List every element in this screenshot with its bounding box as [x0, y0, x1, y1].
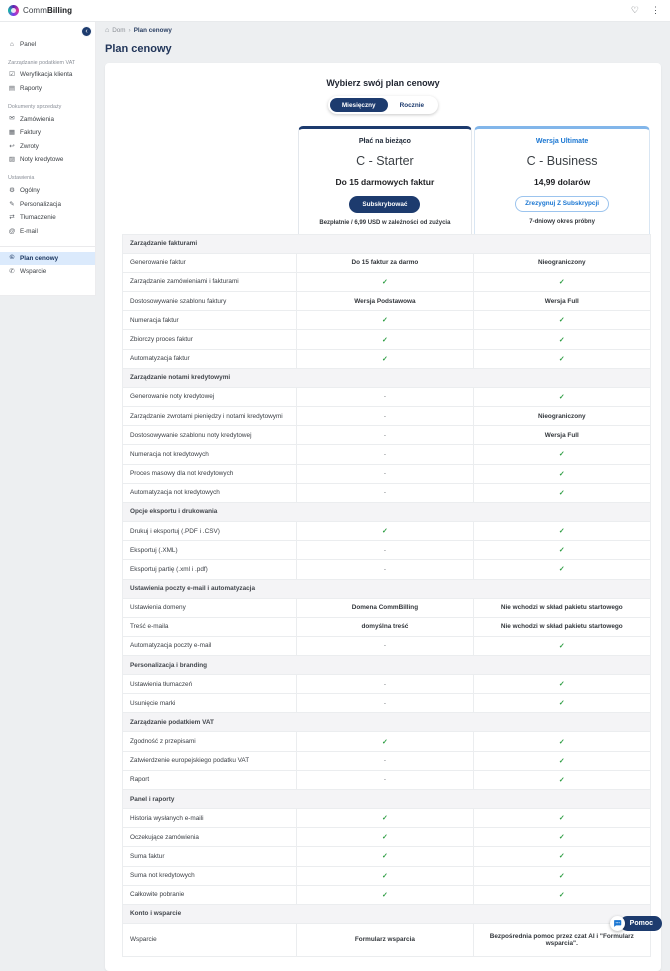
feature-label: Suma not kredytowych — [123, 866, 297, 885]
feature-label: Wsparcie — [123, 923, 297, 956]
sidebar-item-zwroty[interactable] — [0, 140, 95, 154]
table-row — [123, 828, 651, 847]
billing-toggle-wrap — [105, 96, 661, 114]
table-row — [123, 560, 651, 579]
feature-label: Automatyzacja poczty e-mail — [123, 636, 297, 655]
business-value: Wersja Full — [473, 292, 650, 311]
sidebar-item-label: E-mail — [20, 227, 38, 235]
table-section-row — [123, 234, 651, 253]
table-section-row — [123, 790, 651, 809]
sidebar-item-label: Zamówienia — [20, 115, 54, 123]
business-value-check-icon: ✓ — [473, 387, 650, 406]
sidebar-item-label: Personalizacja — [20, 200, 61, 208]
business-value: Nieograniczony — [473, 253, 650, 272]
starter-value-check-icon: ✓ — [297, 809, 473, 828]
feature-label: Numeracja faktur — [123, 311, 297, 330]
feature-label: Oczekujące zamówienia — [123, 828, 297, 847]
personalization-icon: ✎ — [9, 200, 15, 208]
table-row — [123, 464, 651, 483]
starter-value: - — [297, 751, 473, 770]
starter-value: - — [297, 694, 473, 713]
table-row — [123, 445, 651, 464]
business-value-check-icon: ✓ — [473, 483, 650, 502]
table-row — [123, 330, 651, 349]
feature-label: Eksportuj (.XML) — [123, 541, 297, 560]
credit-notes-icon: ▨ — [8, 156, 16, 164]
table-section-header: Ustawienia poczty e-mail i automatyzacja — [123, 579, 651, 598]
table-section-header: Zarządzanie fakturami — [123, 234, 651, 253]
help-button-label: Pomoc — [620, 916, 662, 931]
business-value-check-icon: ✓ — [473, 521, 650, 540]
pricing-plan-card — [105, 63, 661, 971]
feature-label: Generowanie faktur — [123, 253, 297, 272]
sidebar-collapse-button[interactable]: ‹ — [81, 26, 92, 37]
table-row — [123, 272, 651, 291]
feature-label: Numeracja not kredytowych — [123, 445, 297, 464]
table-section-row — [123, 904, 651, 923]
feature-label: Ustawienia tłumaczeń — [123, 675, 297, 694]
kebab-menu-icon[interactable]: ⋮ — [651, 5, 660, 15]
table-section-header: Opcje eksportu i drukowania — [123, 502, 651, 521]
sidebar-item-label: Noty kredytowe — [20, 156, 64, 164]
business-value-check-icon: ✓ — [473, 828, 650, 847]
table-row — [123, 617, 651, 636]
business-value-check-icon: ✓ — [473, 694, 650, 713]
business-value-check-icon: ✓ — [473, 464, 650, 483]
table-row — [123, 349, 651, 368]
sidebar-item-label: Zwroty — [20, 142, 39, 150]
main-content — [96, 22, 670, 971]
starter-value: domyślna treść — [297, 617, 473, 636]
reports-icon: ▤ — [8, 84, 16, 92]
table-row — [123, 675, 651, 694]
sidebar-divider — [0, 246, 95, 247]
feature-label: Usunięcie marki — [123, 694, 297, 713]
sidebar-item-raporty[interactable] — [0, 82, 95, 96]
starter-value-check-icon: ✓ — [297, 885, 473, 904]
starter-value: - — [297, 464, 473, 483]
plan-business-name: C - Business — [526, 154, 598, 169]
orders-icon: ✉ — [9, 115, 15, 123]
starter-value-check-icon: ✓ — [297, 311, 473, 330]
sidebar-item-weryfikacja-klienta[interactable] — [0, 69, 95, 83]
commbilling-logo-icon — [8, 5, 19, 16]
plan-card-starter — [298, 126, 473, 234]
business-value-check-icon: ✓ — [473, 885, 650, 904]
home-icon: ⌂ — [10, 40, 14, 48]
starter-value: - — [297, 387, 473, 406]
sidebar-item-noty-kredytowe[interactable] — [0, 154, 95, 168]
table-row — [123, 885, 651, 904]
sidebar-item-label: Raporty — [20, 84, 43, 92]
toggle-monthly-button[interactable]: Miesięczny — [330, 98, 388, 112]
email-icon: @ — [8, 227, 16, 235]
table-row — [123, 253, 651, 272]
sidebar-item-label: Faktury — [20, 129, 41, 137]
table-row — [123, 847, 651, 866]
starter-value-check-icon: ✓ — [297, 828, 473, 847]
plan-starter-footnote: Bezpłatnie / 6,99 USD w zależności od zużycia — [319, 219, 451, 226]
starter-value: - — [297, 445, 473, 464]
table-row — [123, 292, 651, 311]
starter-value-check-icon: ✓ — [297, 272, 473, 291]
business-value-check-icon: ✓ — [473, 349, 650, 368]
favorites-heart-icon[interactable]: ♡ — [630, 5, 639, 15]
sidebar-item-e-mail[interactable] — [0, 225, 95, 239]
choose-plan-title: Wybierz swój plan cenowy — [326, 78, 440, 88]
sidebar-item-label: Ogólny — [20, 187, 40, 195]
table-row — [123, 770, 651, 789]
pricing-icon: © — [9, 254, 15, 262]
home-icon: ⌂ — [105, 27, 110, 34]
table-row — [123, 311, 651, 330]
sidebar-item-label: Wsparcie — [20, 268, 47, 276]
sidebar-item-label: Plan cenowy — [20, 254, 59, 262]
sidebar-item-panel[interactable] — [0, 38, 95, 52]
starter-value: - — [297, 636, 473, 655]
business-value: Bezpośrednia pomoc przez czat AI i "Formularz wsparcia". — [473, 923, 650, 956]
feature-label: Suma faktur — [123, 847, 297, 866]
page-title: Plan cenowy — [105, 43, 172, 55]
breadcrumb-home[interactable]: Dom — [112, 27, 126, 34]
table-row — [123, 866, 651, 885]
business-value-check-icon: ✓ — [473, 809, 650, 828]
topbar-actions — [631, 6, 660, 15]
plan-card-business — [474, 126, 650, 234]
table-row — [123, 732, 651, 751]
sidebar-item-personalizacja[interactable] — [0, 198, 95, 212]
starter-value-check-icon: ✓ — [297, 330, 473, 349]
table-section-row — [123, 368, 651, 387]
table-section-header: Zarządzanie notami kredytowymi — [123, 368, 651, 387]
table-section-header: Zarządzanie podatkiem VAT — [123, 713, 651, 732]
table-section-header: Personalizacja i branding — [123, 656, 651, 675]
business-value-check-icon: ✓ — [473, 847, 650, 866]
billing-period-toggle — [328, 96, 438, 114]
feature-label: Historia wysłanych e-maili — [123, 809, 297, 828]
breadcrumb-current: Plan cenowy — [133, 27, 172, 34]
feature-label: Eksportuj partię (.xml i .pdf) — [123, 560, 297, 579]
starter-value-check-icon: ✓ — [297, 847, 473, 866]
table-section-row — [123, 656, 651, 675]
general-settings-icon: ⚙ — [9, 186, 15, 194]
breadcrumb-separator: › — [128, 27, 131, 34]
feature-label: Dostosowywanie szablonu faktury — [123, 292, 297, 311]
starter-value-check-icon: ✓ — [297, 521, 473, 540]
feature-label: Generowanie noty kredytowej — [123, 387, 297, 406]
feature-label: Drukuj i eksportuj (.PDF i .CSV) — [123, 521, 297, 540]
business-value-check-icon: ✓ — [473, 541, 650, 560]
sidebar-section-label: Ustawienia — [8, 175, 35, 182]
sidebar-item-faktury[interactable] — [0, 126, 95, 140]
help-button[interactable] — [610, 916, 662, 931]
returns-icon: ↩ — [9, 142, 15, 150]
plan-headers-row — [122, 126, 651, 234]
business-value-check-icon: ✓ — [473, 751, 650, 770]
table-section-row — [123, 579, 651, 598]
translation-icon: ⇄ — [9, 214, 15, 222]
table-row — [123, 541, 651, 560]
table-row — [123, 636, 651, 655]
feature-label: Zgodność z przepisami — [123, 732, 297, 751]
business-value-check-icon: ✓ — [473, 636, 650, 655]
feature-label: Dostosowywanie szablonu noty kredytowej — [123, 426, 297, 445]
cancel-subscription-button[interactable]: Zrezygnuj Z Subskrypcji — [515, 196, 609, 212]
table-row — [123, 809, 651, 828]
feature-label: Automatyzacja faktur — [123, 349, 297, 368]
business-value-check-icon: ✓ — [473, 311, 650, 330]
sidebar-item-ogólny[interactable] — [0, 184, 95, 198]
feature-label: Całkowite pobranie — [123, 885, 297, 904]
brand-name: CommBilling — [23, 6, 73, 15]
starter-value: - — [297, 407, 473, 426]
business-value-check-icon: ✓ — [473, 272, 650, 291]
starter-value: - — [297, 426, 473, 445]
business-value: Nie wchodzi w skład pakietu startowego — [473, 598, 650, 617]
feature-label: Zatwierdzenie europejskiego podatku VAT — [123, 751, 297, 770]
plan-starter-price: Do 15 darmowych faktur — [335, 177, 435, 188]
table-row — [123, 751, 651, 770]
business-value-check-icon: ✓ — [473, 560, 650, 579]
table-row — [123, 407, 651, 426]
feature-label: Automatyzacja not kredytowych — [123, 483, 297, 502]
feature-label: Treść e-maila — [123, 617, 297, 636]
sidebar-item-wsparcie[interactable] — [0, 265, 95, 279]
starter-value-check-icon: ✓ — [297, 866, 473, 885]
feature-label: Zarządzanie zwrotami pieniędzy i notami kredytowymi — [123, 407, 297, 426]
comparison-table — [122, 234, 651, 957]
sidebar-section-label: Zarządzanie podatkiem VAT — [8, 59, 76, 66]
support-icon: ✆ — [9, 268, 15, 276]
starter-value: Do 15 faktur za darmo — [297, 253, 473, 272]
sidebar-section-label: Dokumenty sprzedaży — [8, 103, 62, 110]
breadcrumb — [105, 27, 661, 34]
business-value: Nieograniczony — [473, 407, 650, 426]
starter-value: - — [297, 675, 473, 694]
sidebar-item-tłumaczenie[interactable] — [0, 212, 95, 226]
business-value-check-icon: ✓ — [473, 445, 650, 464]
table-section-row — [123, 502, 651, 521]
starter-value-check-icon: ✓ — [297, 349, 473, 368]
starter-value: Wersja Podstawowa — [297, 292, 473, 311]
chat-bubble-icon — [610, 916, 625, 931]
sidebar-item-zamówienia[interactable] — [0, 113, 95, 127]
feature-label: Raport — [123, 770, 297, 789]
customer-verification-icon: ☑ — [9, 71, 15, 79]
business-value-check-icon: ✓ — [473, 866, 650, 885]
feature-label: Zarządzanie zamówieniami i fakturami — [123, 272, 297, 291]
business-value: Wersja Full — [473, 426, 650, 445]
starter-value: - — [297, 560, 473, 579]
table-row — [123, 483, 651, 502]
top-bar — [0, 0, 670, 22]
business-value-check-icon: ✓ — [473, 330, 650, 349]
table-section-header: Konto i wsparcie — [123, 904, 651, 923]
business-value-check-icon: ✓ — [473, 675, 650, 694]
table-row — [123, 426, 651, 445]
plan-starter-tagline: Płać na bieżąco — [358, 138, 411, 146]
feature-label: Ustawienia domeny — [123, 598, 297, 617]
plan-business-tagline: Wersja Ultimate — [535, 138, 589, 146]
plan-business-price: 14,99 dolarów — [533, 177, 591, 188]
plan-header-spacer — [122, 126, 297, 234]
brand-logo[interactable] — [8, 5, 72, 16]
business-value-check-icon: ✓ — [473, 732, 650, 751]
plans-and-table-zone — [122, 126, 651, 957]
starter-value: - — [297, 770, 473, 789]
starter-value: Domena CommBilling — [297, 598, 473, 617]
starter-value: - — [297, 483, 473, 502]
invoices-icon: ▦ — [8, 129, 16, 137]
starter-value: Formularz wsparcia — [297, 923, 473, 956]
table-row — [123, 387, 651, 406]
starter-value-check-icon: ✓ — [297, 732, 473, 751]
table-section-row — [123, 713, 651, 732]
toggle-yearly-button[interactable]: Rocznie — [388, 98, 437, 112]
starter-value: - — [297, 541, 473, 560]
plan-starter-name: C - Starter — [356, 154, 414, 169]
feature-label: Proces masowy dla not kredytowych — [123, 464, 297, 483]
table-row — [123, 694, 651, 713]
sidebar — [0, 22, 96, 296]
sidebar-item-label: Panel — [20, 40, 37, 48]
sidebar-item-plan-cenowy[interactable] — [0, 252, 95, 266]
business-value-check-icon: ✓ — [473, 770, 650, 789]
plan-business-footnote: 7-dniowy okres próbny — [529, 218, 595, 225]
table-row — [123, 598, 651, 617]
business-value: Nie wchodzi w skład pakietu startowego — [473, 617, 650, 636]
sidebar-item-label: Tłumaczenie — [20, 214, 56, 222]
subscribe-button[interactable]: Subskrybować — [349, 196, 420, 213]
sidebar-item-label: Weryfikacja klienta — [20, 71, 73, 79]
table-section-header: Panel i raporty — [123, 790, 651, 809]
table-row — [123, 521, 651, 540]
feature-label: Zbiorczy proces faktur — [123, 330, 297, 349]
